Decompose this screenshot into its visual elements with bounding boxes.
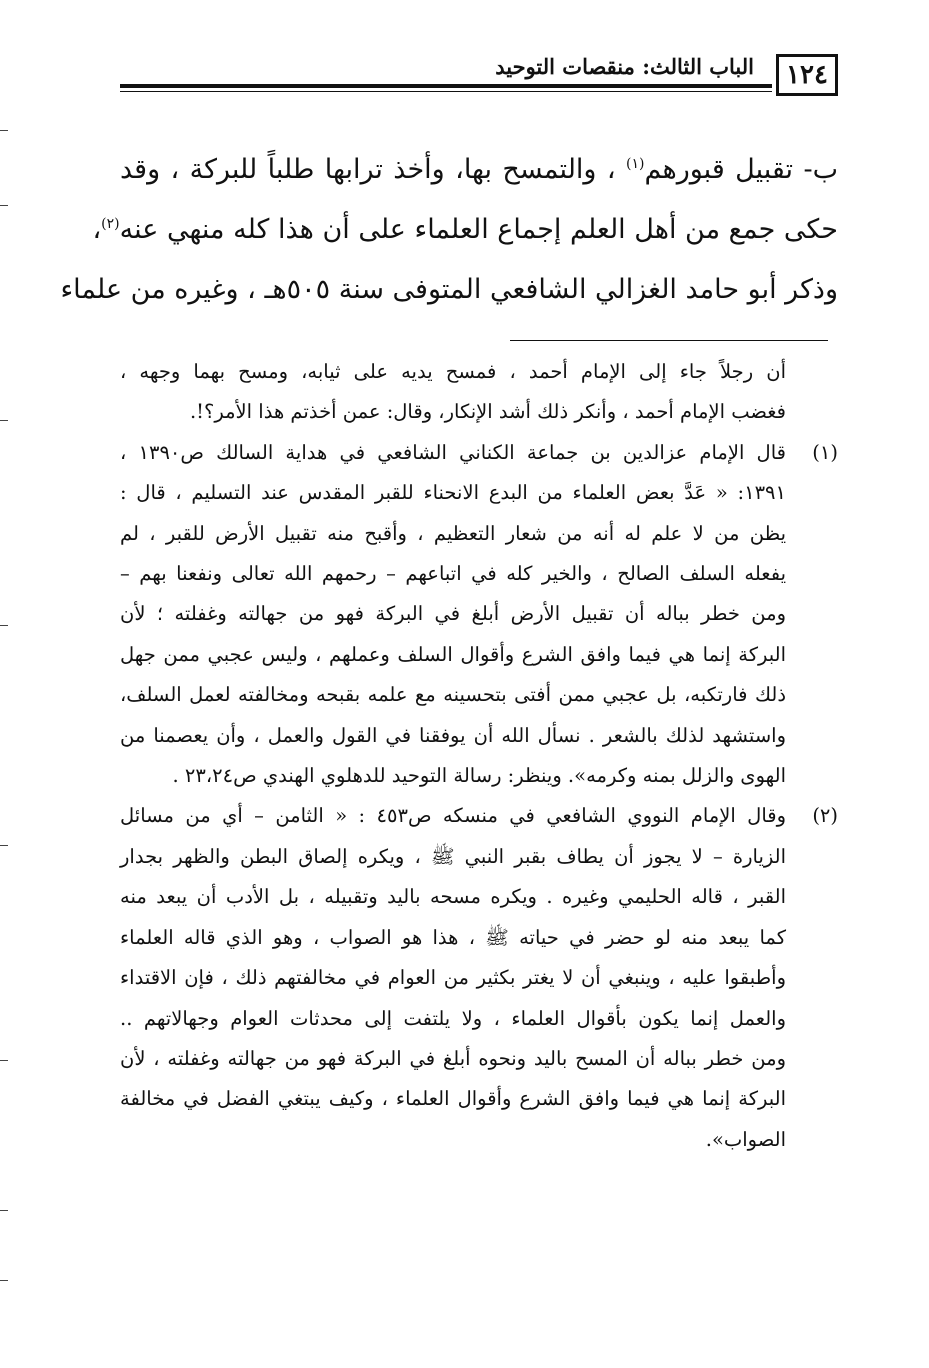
scan-edge-mark <box>0 130 8 131</box>
footnote-text: وقال الإمام النووي الشافعي في منسكه ص٤٥٣ : « الثامن – أي من مسائل <box>120 804 787 828</box>
main-line-2-text: حكى جمع من أهل العلم إجماع العلماء على أن هذا كله منهي عنه <box>119 214 838 245</box>
scan-edge-mark <box>0 845 8 846</box>
footnote-continuation-line: فغضب الإمام أحمد ، وأنكر ذلك أشد الإنكار، وقال: عمن أخذتم هذا الأمر؟!. <box>189 400 786 424</box>
footnote-separator <box>510 340 828 341</box>
scan-edge-mark <box>0 1060 8 1061</box>
footnote-2-number: (٢) <box>812 804 839 828</box>
footnote-2-line: كما يبعد منه لو حضر في حياته ﷺ ، هذا هو الصواب ، وهو الذي قاله العلماء <box>120 925 786 949</box>
main-line-2 <box>92 200 838 260</box>
footnote-2-line: البركة إنما هي فيما وافق الشرع وأقوال العلماء ، وكيف يبتغي الفضل في مخالفة <box>120 1087 786 1111</box>
main-text <box>60 140 839 320</box>
footnote-2-line: الزيارة – لا يجوز أن يطاف بقبر النبي ﷺ ، ويكره إلصاق البطن والظهر بجدار <box>120 844 786 868</box>
footnote-ref-2: (٢) <box>101 216 120 232</box>
header-rule-thin <box>120 91 772 92</box>
footnote-1-line: الهوى والزلل بمنه وكرمه». وينظر: رسالة التوحيد للدهلوي الهندي ص٢٣،٢٤ . <box>172 764 786 788</box>
header-rule-thick <box>120 84 772 88</box>
footnote-1-number: (١) <box>812 440 838 464</box>
footnote-2-line <box>120 796 838 836</box>
footnote-2-line: القبر ، قاله الحليمي وغيره . ويكره مسحه باليد وتقبيله ، بل الأدب أن يبعد منه <box>120 885 786 909</box>
footnote-2-line: ومن خطر بباله أن المسح باليد ونحوه أبلغ في البركة فهو من جهالته وغفلته ، لأن <box>120 1046 786 1070</box>
footnotes <box>120 352 838 1160</box>
footnote-ref-1: (١) <box>626 156 645 172</box>
footnote-1-line: ذلك فارتكبه، بل عجبي ممن أفتى بتحسينه مع علمه بقبحه ومخالفته لعمل السلف، <box>120 683 786 707</box>
footnote-1-line: ١٣٩١: « عَدَّ بعض العلماء من البدع الانحناء للقبر المقدس عند التسليم ، قال : <box>120 481 786 505</box>
scan-edge-mark <box>0 625 8 626</box>
footnote-1-line <box>120 433 838 473</box>
main-line-1 <box>120 140 838 200</box>
footnote-1-line: يفعله السلف الصالح ، والخير كله في اتباعهم – رحمهم الله تعالى ونفعنا بهم – <box>120 562 786 586</box>
scan-edge-mark <box>0 420 8 421</box>
page-header <box>120 48 838 102</box>
footnote-1-line: ومن خطر بباله أن تقبيل الأرض أبلغ في البركة فهو من جهالته وغفلته ؛ لأن <box>120 602 786 626</box>
scan-edge-mark <box>0 1210 8 1211</box>
footnote-1-line: واستشهد لذلك بالشعر . نسأل الله أن يوفقنا في القول والعمل ، وأن يعصمنا من <box>120 723 786 747</box>
footnote-2-line: والعمل إنما يكون بأقوال العلماء ، ولا يلتفت إلى محدثات العوام وجهالاتهم .. <box>120 1006 786 1030</box>
footnote-1-line: يظن من لا علم له أنه من شعار التعظيم ، وأقبح منه تقبيل الأرض للقبر ، لم <box>120 521 786 545</box>
scan-edge-mark <box>0 205 8 206</box>
footnote-2-line: الصواب». <box>705 1127 786 1151</box>
footnote-1-line: البركة إنما هي فيما وافق الشرع وأقوال السلف وعملهم ، وليس عجبي ممن جهل <box>120 642 786 666</box>
page-number: ١٢٤ <box>776 54 838 96</box>
main-line-1-tail: ، والتمسح بها، وأخذ ترابها طلباً للبركة ، وقد <box>120 154 616 185</box>
footnote-continuation-line: أن رجلاً جاء إلى الإمام أحمد ، فمسح يديه على ثيابه، ومسح بهما وجهه ، <box>120 360 786 383</box>
main-line-1-text: ب- تقبيل قبورهم <box>644 154 839 185</box>
main-line-2-tail: ، <box>92 214 102 245</box>
footnote-text: قال الإمام عزالدين بن جماعة الكناني الشافعي في هداية السالك ص١٣٩٠ ، <box>120 440 786 464</box>
running-title: الباب الثالث: منقصات التوحيد <box>495 54 754 79</box>
scan-edge-mark <box>0 1280 8 1281</box>
footnote-2-line: وأطبقوا عليه ، وينبغي أن لا يغتر بكثير من العوام في مخالفتهم ذلك ، فإن الاقتداء <box>120 966 786 990</box>
main-line-3: وذكر أبو حامد الغزالي الشافعي المتوفى سنة ٥٠٥هـ ، وغيره من علماء <box>60 274 838 305</box>
